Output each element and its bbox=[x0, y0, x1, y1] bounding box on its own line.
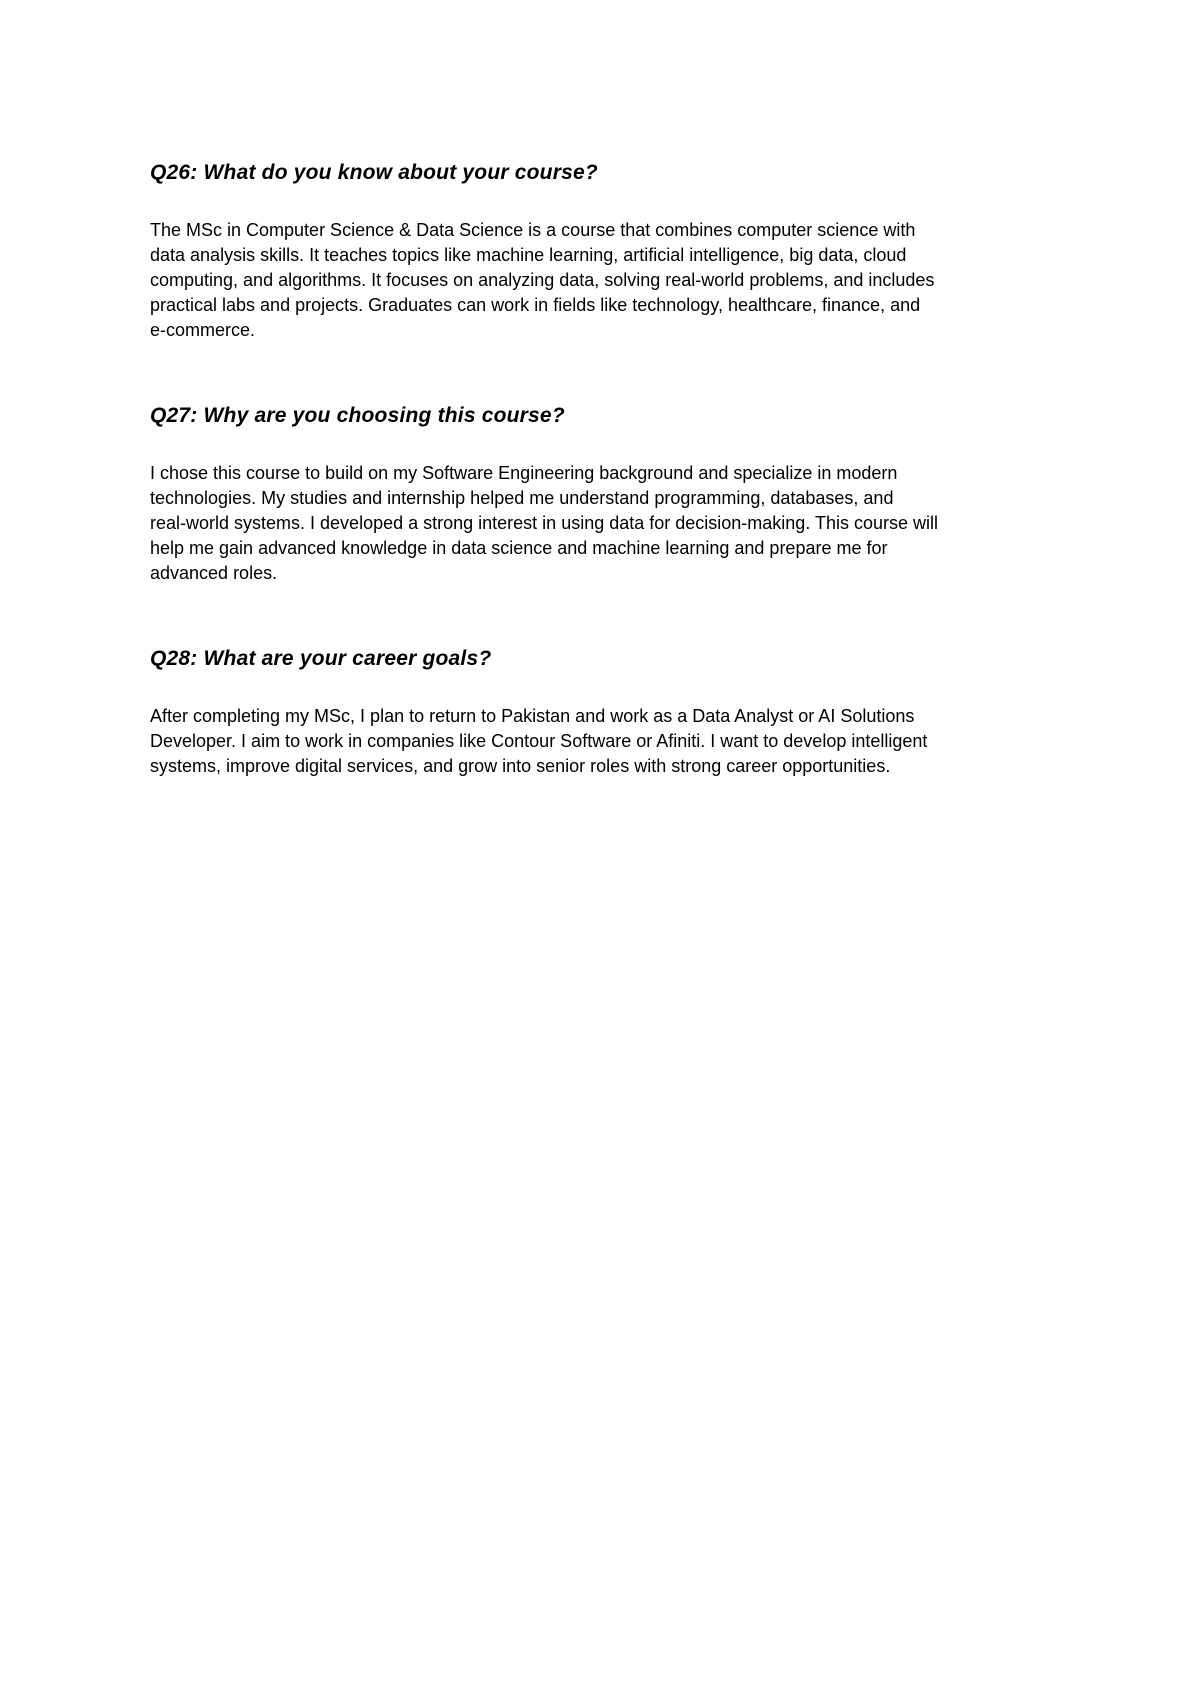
paragraph-line: technologies. My studies and internship helped me understand programming, databases, and bbox=[150, 488, 894, 508]
question-heading: Q27: Why are you choosing this course? bbox=[150, 404, 565, 427]
qa-section-q26 bbox=[150, 160, 1060, 343]
paragraph-line: real-world systems. I developed a strong interest in using data for decision-making. This course will bbox=[150, 513, 939, 533]
paragraph-line: The MSc in Computer Science & Data Science is a course that combines computer science with bbox=[150, 220, 916, 240]
paragraph-line: After completing my MSc, I plan to return to Pakistan and work as a Data Analyst or AI Solutions bbox=[150, 706, 915, 726]
paragraph-line: computing, and algorithms. It focuses on analyzing data, solving real-world problems, and includes bbox=[150, 270, 935, 290]
document-content bbox=[150, 160, 1060, 839]
paragraph-line: help me gain advanced knowledge in data science and machine learning and prepare me for bbox=[150, 538, 888, 558]
paragraph-line: data analysis skills. It teaches topics like machine learning, artificial intelligence, big data, cloud bbox=[150, 245, 907, 265]
answer-paragraph bbox=[150, 218, 1060, 343]
paragraph-line: Developer. I aim to work in companies like Contour Software or Afiniti. I want to develop intelligent bbox=[150, 731, 928, 751]
paragraph-line: e-commerce. bbox=[150, 320, 256, 340]
question-heading: Q28: What are your career goals? bbox=[150, 647, 492, 670]
paragraph-line: I chose this course to build on my Software Engineering background and specialize in modern bbox=[150, 463, 898, 483]
paragraph-line: systems, improve digital services, and grow into senior roles with strong career opportunities. bbox=[150, 756, 891, 776]
paragraph-line: advanced roles. bbox=[150, 563, 278, 583]
answer-paragraph bbox=[150, 461, 1060, 586]
qa-section-q27 bbox=[150, 403, 1060, 586]
answer-paragraph bbox=[150, 704, 1060, 779]
paragraph-line: practical labs and projects. Graduates can work in fields like technology, healthcare, finance, and bbox=[150, 295, 921, 315]
qa-section-q28 bbox=[150, 646, 1060, 779]
question-heading: Q26: What do you know about your course? bbox=[150, 161, 598, 184]
